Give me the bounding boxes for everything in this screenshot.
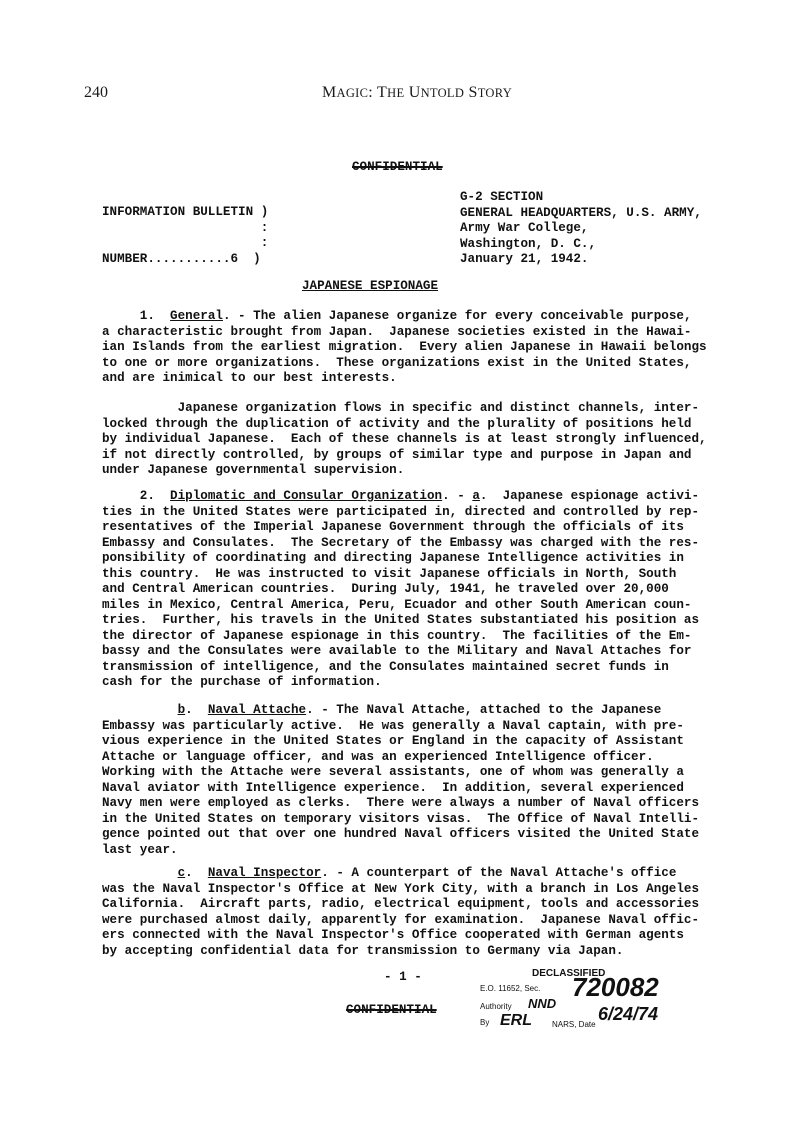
stamp-handwritten-date: 6/24/74	[598, 1004, 659, 1024]
classification-marking-bottom: CONFIDENTIAL	[346, 1003, 437, 1017]
heading-naval-inspector: Naval Inspector	[207, 866, 322, 880]
heading-general: General	[170, 309, 223, 323]
paragraph-naval-inspector: c. Naval Inspector. - A counterpart of the Naval Attache's office was the Naval Inspector's Office at New York City, with a branch in Los Angeles California. Aircraft parts, radio, electrical equipment, tools and accessories were purchased almost daily, apparently for examination. Japanese Naval offic- ers connected with the Naval Inspector's Office cooperated with German agents by accepting confidential data for transmission to Germany via Japan.	[102, 866, 700, 958]
stamp-nars-date-label: NARS, Date	[552, 1020, 596, 1029]
heading-diplomatic-consular: Diplomatic and Consular Organization	[170, 489, 443, 503]
stamp-declassified-label: DECLASSIFIED	[532, 968, 606, 979]
stamp-authority-label: Authority	[480, 1002, 512, 1011]
page-number: 240	[84, 84, 108, 101]
stamp-eo-label: E.O. 11652, Sec.	[480, 984, 541, 993]
declassified-stamp	[480, 962, 690, 1034]
subsection-c-marker: c	[177, 866, 186, 880]
stamp-handwritten-number: 720082	[572, 972, 659, 1002]
classification-marking-top: CONFIDENTIAL	[352, 160, 443, 174]
heading-naval-attache: Naval Attache	[207, 703, 307, 717]
bulletin-number-block: INFORMATION BULLETIN ) : : NUMBER...........6 )	[102, 205, 269, 266]
paragraph-general: 1. General. - The alien Japanese organize for every conceivable purpose, a characteristic brought from Japan. Japanese societies existed in the Hawai- ian Islands from the earliest migration. Every alien Japanese in Hawaii belongs to one or more organizations. These organizations exist in the United States, and are inimical to our best interests.	[102, 309, 707, 385]
document-title: JAPANESE ESPIONAGE	[302, 279, 439, 293]
stamp-by-label: By	[480, 1018, 490, 1027]
paragraph-organization-channels: Japanese organization flows in specific and distinct channels, inter- locked through the duplication of activity and the plurality of positions held by individual Japanese. Each of these channels is at least strongly influenced, if not directly controlled, by groups of similar type and purpose in Japan and under Japanese governmental supervision.	[102, 401, 707, 477]
paragraph-naval-attache: b. Naval Attache. - The Naval Attache, attached to the Japanese Embassy was particularly active. He was generally a Naval captain, with pre- vious experience in the United States or England in the capacity of Assistant Attache or language officer, and was an experienced Intelligence officer. Working with the Attache were several assistants, one of whom was generally a Naval aviator with Intelligence experience. In addition, several experienced Navy men were employed as clerks. There were always a number of Naval officers in the United States on temporary visitors visas. The Office of Naval Intelli- gence pointed out that over one hundred Naval officers visited the United State last year.	[102, 703, 700, 857]
subsection-b-marker: b	[177, 703, 186, 717]
stamp-handwritten-authority: NND	[528, 996, 557, 1011]
page-header	[84, 84, 704, 108]
page-marker: - 1 -	[384, 970, 422, 984]
running-title: MAGIC: THE UNTOLD STORY	[322, 84, 513, 101]
stamp-handwritten-initials: ERL	[500, 1012, 532, 1029]
subsection-a-marker: a	[472, 489, 480, 503]
paragraph-diplomatic-consular: 2. Diplomatic and Consular Organization. - a. Japanese espionage activi- ties in the United States were participated in, directed and controlled by rep- resentatives of the Imperial Japanese Government through the officials of its Embassy and Consulates. The Secretary of the Embassy was charged with the res- ponsibility of coordinating and directing Japanese Intelligence activities in this country. He was instructed to visit Japanese officials in North, South and Central American countries. During July, 1941, he traveled over 20,000 miles in Mexico, Central America, Peru, Ecuador and other South American coun- tries. Further, his travels in the United States substantiated his position as the director of Japanese espionage in this country. The facilities of the Em- bassy and the Consulates were available to the Military and Naval Attaches for transmission of intelligence, and the Consulates maintained secret funds in cash for the purchase of information.	[102, 489, 700, 689]
headquarters-address-block: G-2 SECTION GENERAL HEADQUARTERS, U.S. ARMY, Army War College, Washington, D. C., January 21, 1942.	[460, 190, 702, 266]
